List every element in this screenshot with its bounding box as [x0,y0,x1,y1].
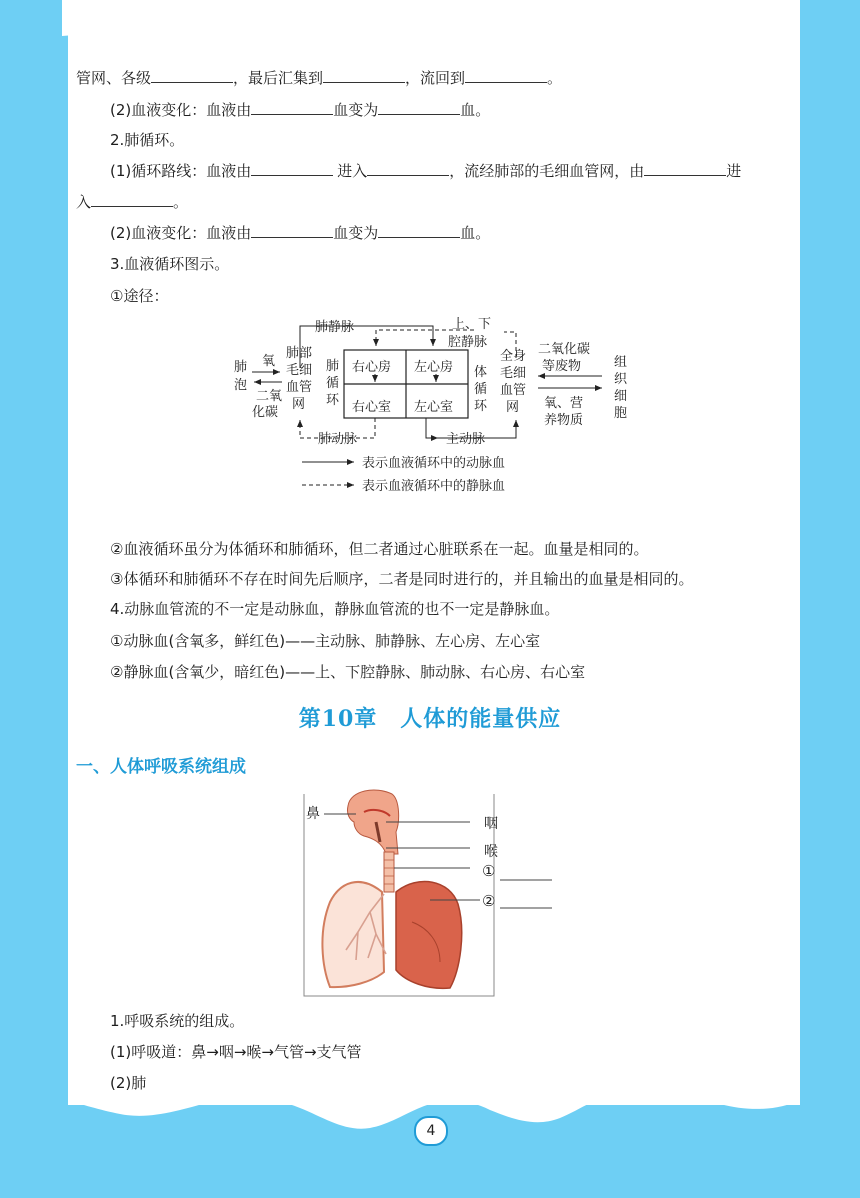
fill-blank[interactable] [323,66,405,83]
pharynx-label: 咽 [484,816,498,832]
fill-blank[interactable] [151,66,233,83]
vena-cava-label-1: 上、下 [452,317,492,332]
heading-circulation-diagram: 3.血液循环图示。 [110,255,230,273]
blood-circulation-diagram [226,310,646,500]
text-segment: ，流回到 [405,69,466,87]
line-pulmonary-route-cont [76,190,188,213]
line-respiratory-tract: (1)呼吸道：鼻→咽→喉→气管→支气管 [110,1043,362,1061]
text-segment: 血。 [460,101,491,119]
alveoli-label-1: 肺 [234,360,248,375]
chapter-title: 第10章 人体的能量供应 [298,706,562,732]
larynx-label: 喉 [484,844,498,860]
fill-blank[interactable] [465,66,547,83]
co2-label-2: 化碳 [252,405,279,420]
waste-label-2: 等废物 [542,359,582,374]
text-segment: 。 [547,69,563,87]
legend-venous-label: 表示血液循环中的静脉血 [362,479,506,494]
note-venous-blood: ②静脉血(含氧少，暗红色)——上、下腔静脉、肺动脉、右心房、右心室 [110,663,586,681]
text-segment: ，最后汇集到 [233,69,324,87]
page-number: 4 [414,1116,448,1146]
tissue-cell-4: 胞 [614,406,628,421]
alveoli-label-2: 泡 [234,378,248,393]
fill-blank[interactable] [251,221,333,238]
note-simultaneous: ③体循环和肺循环不存在时间先后顺序，二者是同时进行的，并且输出的血量是相同的。 [110,570,694,588]
left-lung [322,882,384,987]
heading-respiratory-composition: 1.呼吸系统的组成。 [110,1012,245,1030]
left-atrium-label: 左心房 [414,360,454,375]
systemic-circulation-2: 循 [474,382,488,397]
line-pulmonary-route [110,159,741,182]
section-title: 一、人体呼吸系统组成 [76,757,246,777]
marker-1: ① [482,862,496,880]
respiratory-system-figure [300,782,560,1000]
tissue-cell-2: 织 [614,372,628,387]
note-blood-volume: ②血液循环虽分为体循环和肺循环，但二者通过心脏联系在一起。血量是相同的。 [110,540,649,558]
text-segment: 血。 [460,224,491,242]
waste-label-1: 二氧化碳 [538,342,591,357]
nutrients-label-2: 养物质 [544,413,584,428]
systemic-circulation-1: 体 [474,365,488,380]
text-segment: 血变为 [333,101,379,119]
lung-capillary-label-4: 网 [292,397,306,412]
systemic-circulation-3: 环 [474,399,488,414]
left-ventricle-label: 左心室 [414,400,454,415]
lung-capillary-label-2: 毛细 [286,363,313,378]
right-atrium-label: 右心房 [352,360,392,375]
pulmonary-circulation-2: 循 [326,376,340,391]
co2-label-1: 二氧 [256,389,283,404]
line-pulmonary-blood-change [110,221,490,244]
text-segment: 血变为 [333,224,379,242]
text-segment: 。 [173,193,189,211]
text-segment: (2)血液变化：血液由 [110,224,252,242]
text-segment: ，流经肺部的毛细血管网，由 [449,162,645,180]
note-vessel-blood: 4.动脉血管流的不一定是动脉血，静脉血管流的也不一定是静脉血。 [110,600,560,618]
fill-blank[interactable] [378,98,460,115]
body-capillary-label-4: 网 [506,400,520,415]
text-segment: 管网、各级 [76,69,152,87]
tissue-cell-3: 细 [614,389,628,404]
text-segment: 进入 [337,162,368,180]
text-segment: 进 [726,162,742,180]
fill-blank[interactable] [644,159,726,176]
right-ventricle-label: 右心室 [352,400,392,415]
legend-arterial-label: 表示血液循环中的动脉血 [362,456,506,471]
body-capillary-label-3: 血管 [500,383,527,398]
fill-blank[interactable] [251,98,333,115]
oxygen-label: 氧 [262,354,276,369]
line-capillary-collect [76,66,562,89]
nutrients-label-1: 氧、营 [544,396,584,411]
fill-blank[interactable] [378,221,460,238]
fill-blank[interactable] [251,159,333,176]
fill-blank[interactable] [367,159,449,176]
trachea [384,852,394,892]
pulmonary-vein-label: 肺静脉 [315,320,355,335]
body-capillary-label-2: 毛细 [500,366,527,381]
line-systemic-blood-change [110,98,490,121]
right-lung [396,882,462,989]
body-capillary-label-1: 全身 [500,349,527,364]
note-arterial-blood: ①动脉血(含氧多，鲜红色)——主动脉、肺静脉、左心房、左心室 [110,632,541,650]
pulmonary-circulation-3: 环 [326,393,340,408]
aorta-label: 主动脉 [446,432,486,447]
text-segment: (2)血液变化：血液由 [110,101,252,119]
pulmonary-artery-label: 肺动脉 [318,432,358,447]
heading-pulmonary-circulation: 2.肺循环。 [110,131,185,149]
tissue-cell-1: 组 [614,355,628,370]
lung-capillary-label-1: 肺部 [286,346,313,361]
marker-2: ② [482,892,496,910]
lung-capillary-label-3: 血管 [286,380,313,395]
fill-blank[interactable] [91,190,173,207]
text-segment: (1)循环路线：血液由 [110,162,252,180]
vena-cava-label-2: 腔静脉 [448,335,488,350]
line-lungs: (2)肺 [110,1074,147,1092]
nose-label: 鼻 [306,806,320,822]
pulmonary-circulation-1: 肺 [326,359,340,374]
text-segment: 入 [76,193,92,211]
heading-pathway: ①途径： [110,287,169,305]
